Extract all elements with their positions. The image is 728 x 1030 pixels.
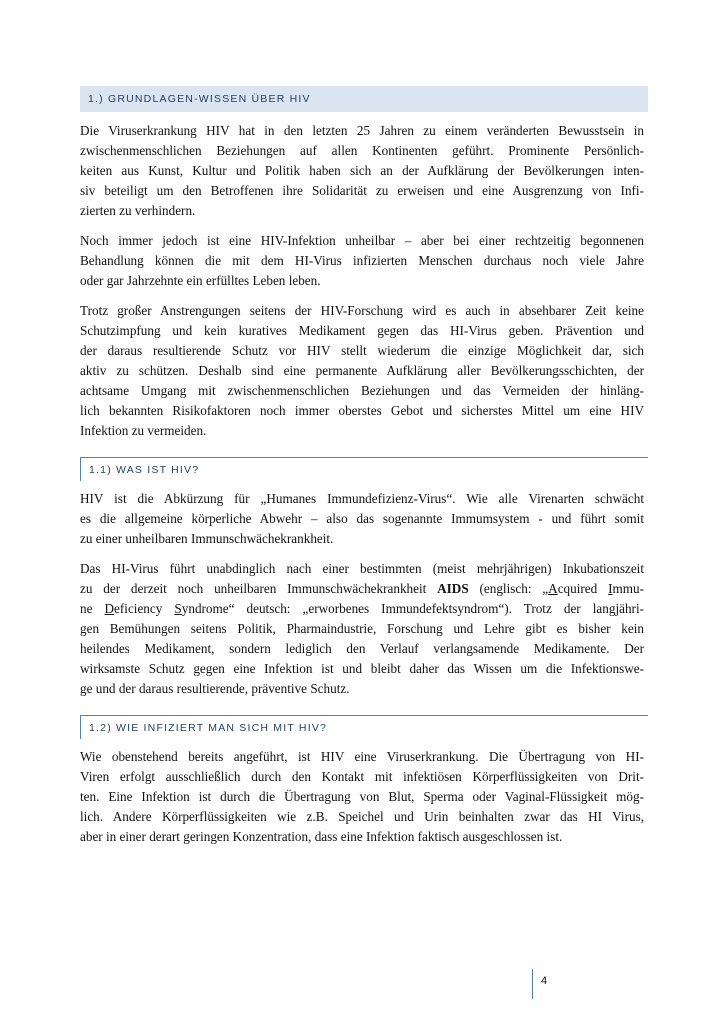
text-line: der daraus resultierende Schutz vor HIV stellt wiederum die einzige Möglichkeit dar, sich <box>80 343 644 358</box>
text-line: Noch immer jedoch ist eine HIV-Infektion unheilbar – aber bei einer rechtzeitig begonnenen <box>80 233 644 248</box>
text-line: wirksamste Schutz gegen eine Infektion ist und bleibt daher das Wissen um die Infektionswe- <box>80 661 644 676</box>
page-number-box <box>532 969 648 999</box>
section-heading-1-1: 1.1) WAS IST HIV? <box>80 457 648 481</box>
text-run: cquired <box>557 581 609 596</box>
acronym-letter: D <box>104 601 115 616</box>
page-number: 4 <box>541 975 548 987</box>
paragraph-intro <box>80 121 644 221</box>
paragraph-praevention <box>80 301 644 441</box>
text-line: Schutzimpfung und kein kuratives Medikament gegen das HI-Virus geben. Prävention und <box>80 323 644 338</box>
text-line: oder gar Jahrzehnte ein erfülltes Leben leben. <box>80 273 321 288</box>
paragraph-uebertragung <box>80 747 644 847</box>
text-line: zu einer unheilbaren Immunschwächekrankheit. <box>80 531 334 546</box>
paragraph-abkuerzung <box>80 489 644 549</box>
text-line: Viren erfolgt ausschließlich durch den Kontakt mit infektiösen Körperflüssigkeiten von Drit- <box>80 769 644 784</box>
text-line: Trotz großer Anstrengungen seitens der HIV-Forschung wird es auch in absehbarer Zeit keine <box>80 303 644 318</box>
text-run: mmu- <box>612 581 644 596</box>
text-line: Behandlung können die mit dem HI-Virus infizierten Menschen durchaus noch viele Jahre <box>80 253 644 268</box>
paragraph-aids <box>80 559 644 699</box>
text-line: zwischenmenschlichen Beziehungen auf allen Kontinenten geführt. Prominente Persönlich- <box>80 143 644 158</box>
text-line: keiten aus Kunst, Kultur und Politik haben sich an der Aufklärung der Bevölkerungen inten- <box>80 163 644 178</box>
text-line: Das HI-Virus führt unabdinglich nach einer bestimmten (meist mehrjährigen) Inkubationszeit <box>80 561 644 576</box>
text-line: ten. Eine Infektion ist durch die Übertragung von Blut, Sperma oder Vaginal-Flüssigkeit mög- <box>80 789 644 804</box>
text-line <box>80 579 644 599</box>
text-line: lich. Andere Körperflüssigkeiten wie z.B. Speichel und Urin beinhalten zwar das HI Virus, <box>80 809 644 824</box>
text-run: ne <box>80 601 105 616</box>
text-line: Wie obenstehend bereits angeführt, ist HIV eine Viruserkrankung. Die Übertragung von HI- <box>80 749 644 764</box>
aids-term: AIDS <box>437 581 469 596</box>
text-run: zu der derzeit noch unheilbaren Immunschwächekrankheit <box>80 581 438 596</box>
text-line: Die Viruserkrankung HIV hat in den letzten 25 Jahren zu einem veränderten Bewusstsein in <box>80 123 644 138</box>
text-run: (englisch: „ <box>468 581 549 596</box>
text-line: ge und der daraus resultierende, präventive Schutz. <box>80 681 350 696</box>
section-heading-1: 1.) GRUNDLAGEN-WISSEN ÜBER HIV <box>80 86 648 112</box>
text-line: aber in einer derart geringen Konzentration, dass eine Infektion faktisch ausgeschlossen ist. <box>80 829 563 844</box>
paragraph-unheilbar <box>80 231 644 291</box>
text-line: achtsame Umgang mit zwischenmenschlichen Beziehungen und das Vermeiden der hinläng- <box>80 383 644 398</box>
text-line: HIV ist die Abkürzung für „Humanes Immundefizienz-Virus“. Wie alle Virenarten schwächt <box>80 491 644 506</box>
acronym-letter: I <box>608 581 613 596</box>
text-line: heilendes Medikament, sondern lediglich den Verlauf verlangsamende Medikamente. Der <box>80 641 644 656</box>
text-line: es die allgemeine körperliche Abwehr – also das sogenannte Immumsystem - und führt somit <box>80 511 644 526</box>
acronym-letter: S <box>174 601 182 616</box>
text-line: Infektion zu vermeiden. <box>80 423 207 438</box>
section-heading-1-2: 1.2) WIE INFIZIERT MAN SICH MIT HIV? <box>80 715 648 739</box>
text-run: eficiency <box>114 601 175 616</box>
text-line: lich bekannten Risikofaktoren noch immer oberstes Gebot und sicherstes Mittel um eine HIV <box>80 403 644 418</box>
text-line: aktiv zu schützen. Deshalb sind eine permanente Aufklärung aller Bevölkerungsschichten, der <box>80 363 644 378</box>
text-line: gen Bemühungen seitens Politik, Pharmaindustrie, Forschung und Lehre gibt es bisher kein <box>80 621 644 636</box>
acronym-letter: A <box>548 581 558 596</box>
text-line: zierten zu verhindern. <box>80 203 196 218</box>
text-line: siv beteiligt um den Betroffenen ihre Solidarität zu erweisen und eine Ausgrenzung von Infi- <box>80 183 644 198</box>
text-line <box>80 599 644 619</box>
text-run: yndrome“ deutsch: „erworbenes Immundefektsyndrom“). Trotz der langjähri- <box>181 601 644 616</box>
